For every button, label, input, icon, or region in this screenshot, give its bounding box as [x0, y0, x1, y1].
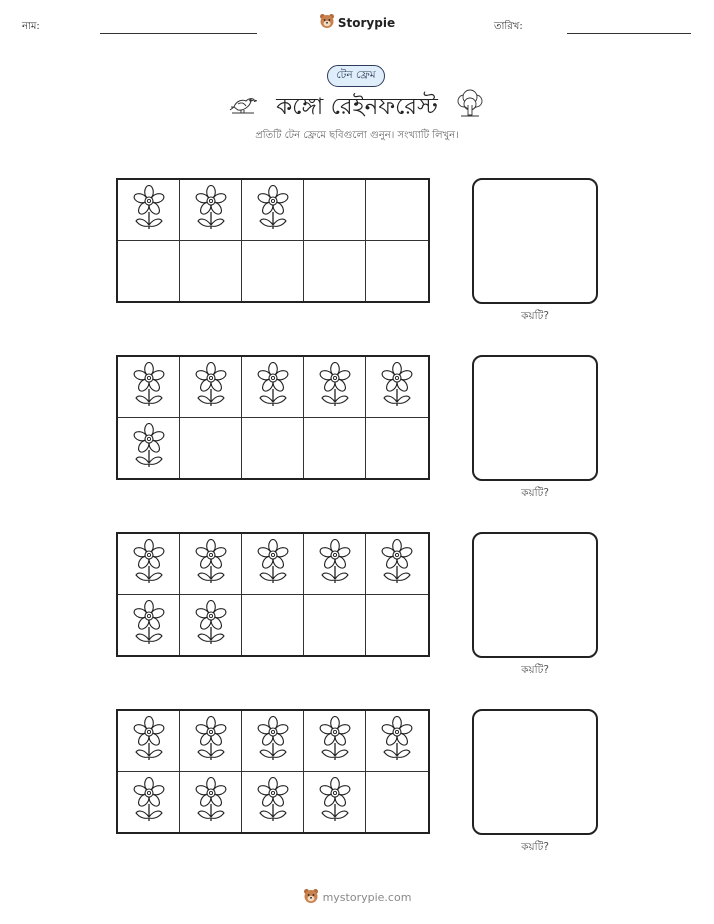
frame-cell	[366, 595, 428, 656]
flower-icon	[381, 539, 413, 589]
flower-icon	[195, 362, 227, 412]
frame-cell	[366, 772, 428, 833]
frame-cell	[304, 357, 366, 418]
frame-cell	[118, 595, 180, 656]
tree-icon	[454, 89, 486, 123]
frame-cell	[118, 241, 180, 302]
question-label-3: কয়টি?	[521, 664, 549, 676]
bear-mascot-icon	[303, 888, 319, 907]
flower-icon	[133, 777, 165, 827]
worksheet-type-badge: টেন ফ্রেম	[327, 65, 385, 87]
page-title: কঙ্গো রেইনফরেস্ট	[276, 94, 438, 120]
frame-cell	[242, 241, 304, 302]
ten-frame-2	[116, 355, 430, 480]
flower-icon	[133, 423, 165, 473]
frame-cell	[304, 711, 366, 772]
frame-cell	[304, 534, 366, 595]
frame-cell	[180, 241, 242, 302]
frame-cell	[180, 534, 242, 595]
flower-icon	[381, 362, 413, 412]
frame-cell	[366, 180, 428, 241]
frame-cell	[366, 418, 428, 479]
name-label: নাম:	[22, 21, 40, 32]
frame-cell	[180, 772, 242, 833]
flower-icon	[195, 600, 227, 650]
frame-cell	[304, 418, 366, 479]
frame-cell	[118, 772, 180, 833]
frame-cell	[118, 180, 180, 241]
flower-icon	[319, 362, 351, 412]
flower-icon	[133, 362, 165, 412]
flower-icon	[133, 185, 165, 235]
frame-cell	[366, 241, 428, 302]
frame-cell	[180, 180, 242, 241]
frame-cell	[242, 595, 304, 656]
flower-icon	[381, 716, 413, 766]
frame-cell	[304, 180, 366, 241]
flower-icon	[319, 539, 351, 589]
flower-icon	[133, 716, 165, 766]
flower-icon	[133, 539, 165, 589]
date-label: তারিখ:	[494, 21, 523, 32]
frame-cell	[118, 534, 180, 595]
frame-cell	[118, 711, 180, 772]
answer-box-2[interactable]	[472, 355, 598, 481]
frame-cell	[180, 711, 242, 772]
answer-box-3[interactable]	[472, 532, 598, 658]
ten-frame-3	[116, 532, 430, 657]
frame-cell	[304, 595, 366, 656]
brand-name: Storypie	[337, 16, 396, 30]
flower-icon	[257, 539, 289, 589]
brand-logo	[0, 13, 714, 33]
question-label-2: কয়টি?	[521, 487, 549, 499]
frame-cell	[118, 357, 180, 418]
frame-cell	[242, 418, 304, 479]
answer-box-1[interactable]	[472, 178, 598, 304]
flower-icon	[195, 185, 227, 235]
frame-cell	[304, 772, 366, 833]
frame-cell	[180, 595, 242, 656]
question-label-1: কয়টি?	[521, 310, 549, 322]
frame-cell	[180, 357, 242, 418]
frame-cell	[242, 180, 304, 241]
flower-icon	[133, 600, 165, 650]
footer-url[interactable]: mystorypie.com	[322, 891, 412, 904]
frame-cell	[180, 418, 242, 479]
instructions: প্রতিটি টেন ফ্রেমে ছবিগুলো গুনুন। সংখ্যাটি লিখুন।	[255, 130, 459, 141]
frame-cell	[242, 772, 304, 833]
flower-icon	[319, 716, 351, 766]
footer	[0, 888, 714, 908]
flower-icon	[257, 362, 289, 412]
ten-frame-1	[116, 178, 430, 303]
frame-cell	[304, 241, 366, 302]
frame-cell	[366, 711, 428, 772]
frame-cell	[242, 534, 304, 595]
flower-icon	[319, 777, 351, 827]
question-label-4: কয়টি?	[521, 841, 549, 853]
date-line[interactable]	[567, 33, 691, 34]
frame-cell	[366, 534, 428, 595]
frame-cell	[118, 418, 180, 479]
flower-icon	[257, 716, 289, 766]
bear-mascot-icon	[319, 13, 335, 33]
name-line[interactable]	[100, 33, 257, 34]
frame-cell	[366, 357, 428, 418]
frame-cell	[242, 357, 304, 418]
flower-icon	[195, 777, 227, 827]
flower-icon	[257, 777, 289, 827]
ten-frame-4	[116, 709, 430, 834]
flower-icon	[257, 185, 289, 235]
answer-box-4[interactable]	[472, 709, 598, 835]
flower-icon	[195, 716, 227, 766]
flower-icon	[195, 539, 227, 589]
frame-cell	[242, 711, 304, 772]
